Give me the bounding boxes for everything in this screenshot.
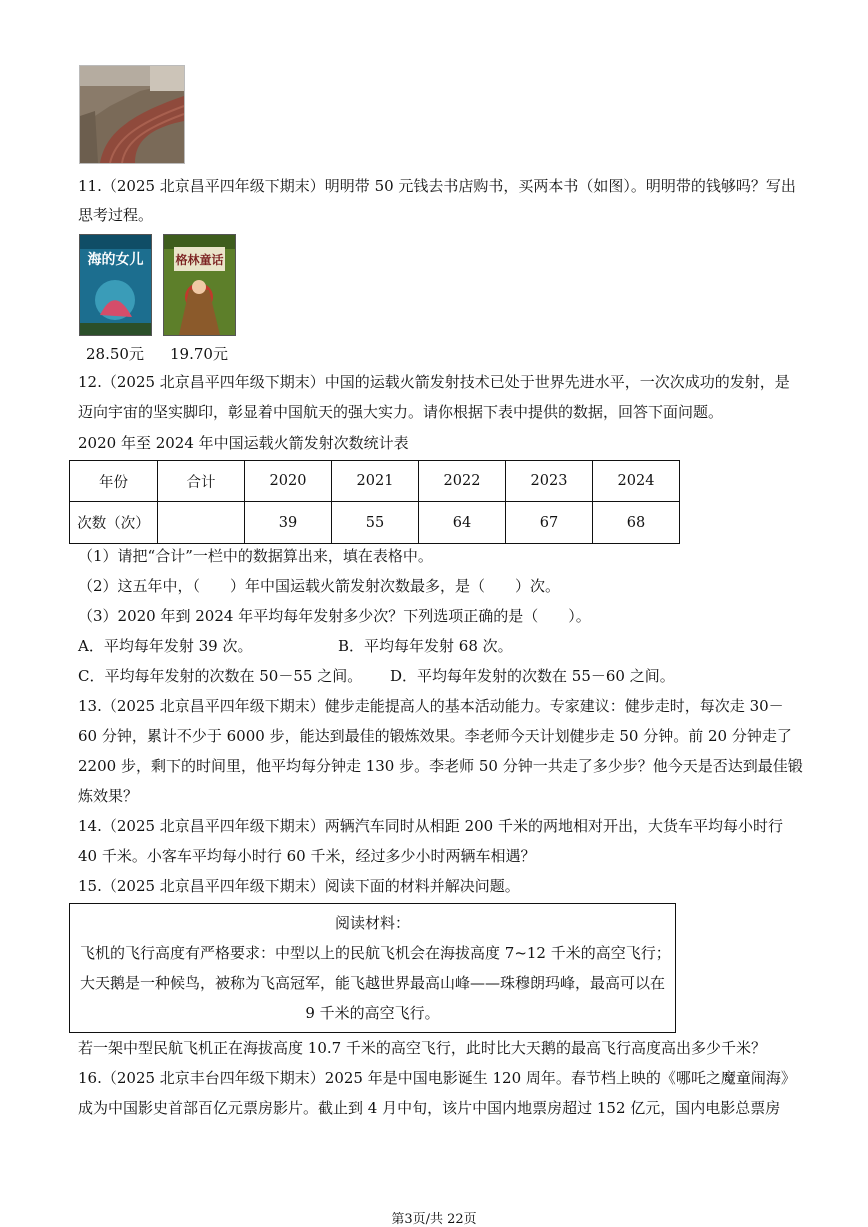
q13-line-4: 炼效果？ [78, 787, 139, 805]
book-cover-1 [79, 234, 152, 336]
box-line-2: 大天鹅是一种候鸟，被称为飞高冠军，能飞越世界最高山峰——珠穆朗玛峰，最高可以在 [80, 974, 666, 992]
q15-question: 若一架中型民航飞机正在海拔高度 10.7 千米的高空飞行，此时比大天鹅的最高飞行高度高出多少千米？ [78, 1039, 766, 1057]
table-data-row [70, 502, 680, 544]
book-1-title: 海的女儿 [87, 252, 144, 268]
row-label: 次数（次） [70, 502, 158, 544]
option-a: A．平均每年发射 39 次。 [78, 637, 253, 655]
book-2-title: 格林童话 [175, 253, 224, 267]
book-1-price: 28.50元 [86, 345, 144, 363]
option-c: C．平均每年发射的次数在 50－55 之间。 [78, 667, 363, 685]
header-2022: 2022 [419, 461, 506, 502]
page-footer: 第3页/共 22页 [391, 1212, 477, 1227]
q13-line-2: 60 分钟，累计不少于 6000 步，能达到最佳的锻炼效果。李老师今天计划健步走 50 分钟。前 20 分钟走了 [78, 727, 792, 745]
q12-line-2: 迈向宇宙的坚实脚印，彰显着中国航天的强大实力。请你根据下表中提供的数据，回答下面问题。 [78, 403, 724, 421]
header-2020: 2020 [245, 461, 332, 502]
q12-line-1: 12.（2025 北京昌平四年级下期末）中国的运载火箭发射技术已处于世界先进水平，一次次成功的发射，是 [78, 373, 790, 391]
table-title: 2020 年至 2024 年中国运载火箭发射次数统计表 [78, 434, 409, 452]
q11-line-2: 思考过程。 [78, 206, 154, 224]
path-photo [79, 65, 185, 164]
q16-line-1: 16.（2025 北京丰台四年级下期末）2025 年是中国电影诞生 120 周年。春节档上映的《哪吒之魔童闹海》 [78, 1069, 796, 1087]
cell-2020: 39 [245, 502, 332, 544]
box-title: 阅读材料： [334, 914, 410, 932]
box-line-1: 飞机的飞行高度有严格要求：中型以上的民航飞机会在海拔高度 7~12 千米的高空飞行； [80, 944, 671, 962]
q15-line-1: 15.（2025 北京昌平四年级下期末）阅读下面的材料并解决问题。 [78, 877, 520, 895]
cell-2023: 67 [506, 502, 593, 544]
cell-2021: 55 [332, 502, 419, 544]
header-2024: 2024 [593, 461, 680, 502]
header-2021: 2021 [332, 461, 419, 502]
header-total: 合计 [158, 461, 245, 502]
book-2-price: 19.70元 [170, 345, 228, 363]
header-2023: 2023 [506, 461, 593, 502]
table-header-row [70, 461, 680, 502]
q12-sub-3: （3）2020 年到 2024 年平均每年发射多少次？下列选项正确的是（ ）。 [78, 607, 591, 625]
total-cell [158, 502, 245, 544]
option-d: D．平均每年发射的次数在 55－60 之间。 [390, 667, 675, 685]
q13-line-1: 13.（2025 北京昌平四年级下期末）健步走能提高人的基本活动能力。专家建议：健步走时，每次走 30－ [78, 697, 784, 715]
q13-line-3: 2200 步，剩下的时间里，他平均每分钟走 130 步。李老师 50 分钟一共走了多少步？他今天是否达到最佳锻 [78, 757, 803, 775]
cell-2022: 64 [419, 502, 506, 544]
cell-2024: 68 [593, 502, 680, 544]
box-line-3: 9 千米的高空飞行。 [305, 1004, 440, 1022]
launch-stats-table [69, 460, 680, 544]
reading-material-box [69, 903, 676, 1033]
header-year: 年份 [70, 461, 158, 502]
q12-sub-1: （1）请把“合计”一栏中的数据算出来，填在表格中。 [78, 547, 433, 565]
q16-line-2: 成为中国影史首部百亿元票房影片。截止到 4 月中旬，该片中国内地票房超过 152 亿元，国内电影总票房 [78, 1099, 781, 1117]
q14-line-1: 14.（2025 北京昌平四年级下期末）两辆汽车同时从相距 200 千米的两地相对开出，大货车平均每小时行 [78, 817, 783, 835]
book-cover-2 [163, 234, 236, 336]
q14-line-2: 40 千米。小客车平均每小时行 60 千米，经过多少小时两辆车相遇？ [78, 847, 536, 865]
q11-line-1: 11.（2025 北京昌平四年级下期末）明明带 50 元钱去书店购书，买两本书（如图）。明明带的钱够吗？写出 [78, 177, 796, 195]
q12-sub-2: （2）这五年中，（ ）年中国运载火箭发射次数最多，是（ ）次。 [78, 577, 561, 595]
option-b: B．平均每年发射 68 次。 [338, 637, 513, 655]
